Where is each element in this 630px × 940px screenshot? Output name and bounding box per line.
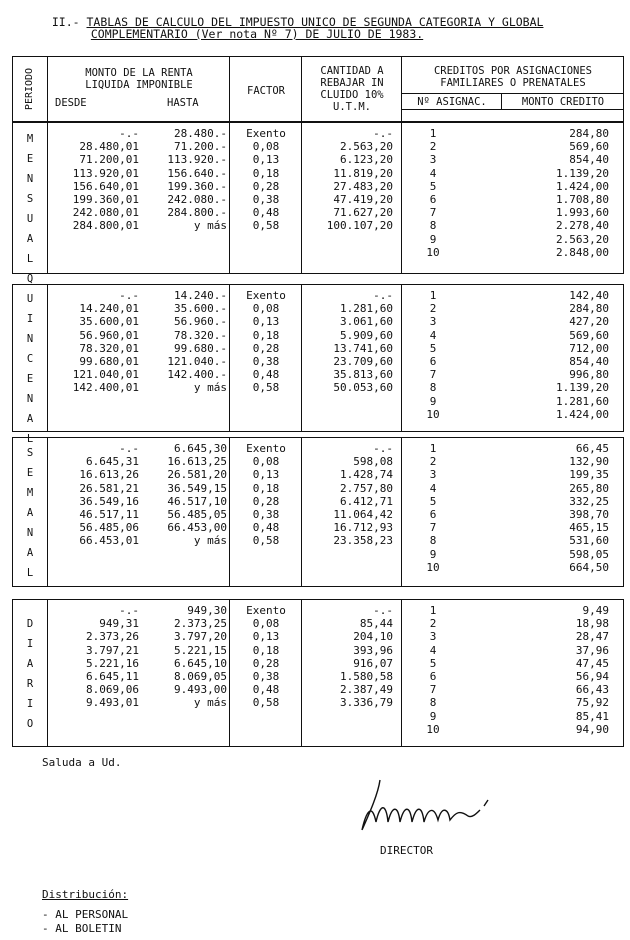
cell-hasta: 14.240.- [174,289,227,302]
title-prefix: II.- [51,15,80,29]
cell-desde: 16.613,26 [79,468,139,482]
cell-hasta: 99.680.- [174,341,227,355]
cell-desde: -.- [119,604,139,617]
section-label: QUINCENAL [26,273,34,445]
cell-desde: 949,31 [99,617,139,631]
header-factor: FACTOR [247,85,285,97]
table-header [12,56,624,122]
cell-num-asig: 4 [429,643,437,657]
cell-num-asig: 6 [429,508,437,521]
cell-desde: 156.640,01 [72,179,139,193]
cell-monto-credito: 265,80 [569,481,609,495]
cell-desde: 3.797,21 [86,643,139,657]
cell-rebaja: 50.053,60 [333,381,393,395]
distribucion-item-2: - AL BOLETIN [42,922,122,935]
cell-rebaja: 1.428,74 [340,468,393,482]
cell-desde: 14.240,01 [79,302,139,316]
cell-monto-credito: 598,05 [569,547,609,561]
section-label: DIARIO [26,618,34,730]
cell-desde: 56.485,06 [79,521,139,535]
cell-monto-credito: 2.563,20 [556,232,609,246]
cell-num-asig: 8 [429,534,437,548]
cell-hasta: 78.320.- [174,328,227,342]
cell-rebaja: 11.819,20 [333,166,393,180]
cell-monto-credito: 531,60 [569,534,609,548]
cell-rebaja: 27.483,20 [333,179,393,193]
cell-hasta: 36.549,15 [167,481,227,495]
header-cantidad: CANTIDAD A REBAJAR IN CLUIDO 10% U.T.M. [320,65,384,113]
cell-rebaja: 100.107,20 [326,219,393,233]
cell-rebaja: -.- [373,604,393,617]
cell-rebaja: 6.123,20 [340,153,393,167]
cell-monto-credito: 28,47 [575,630,609,644]
section-label: MENSUAL [26,133,34,265]
cell-hasta: 26.581,20 [167,468,227,482]
section-quincenal [12,273,624,445]
cell-factor: 0,28 [252,656,280,670]
cell-factor: 0,48 [252,206,280,220]
cell-rebaja: 916,07 [353,656,393,670]
cell-num-asig: 5 [429,179,437,193]
cell-monto-credito: 142,40 [569,289,609,302]
cell-num-asig: 6 [429,355,437,368]
cell-desde: 36.549,16 [79,494,139,508]
cell-monto-credito: 569,60 [569,140,609,154]
cell-hasta: 71.200.- [174,140,227,154]
cell-num-asig: 7 [429,683,437,697]
cell-factor: 0,58 [252,534,280,548]
cell-rebaja: 23.709,60 [333,355,393,368]
cell-monto-credito: 199,35 [569,468,609,482]
cell-rebaja: 1.580,58 [340,670,393,683]
cell-monto-credito: 427,20 [569,315,609,329]
cell-factor: 0,58 [252,381,280,395]
cell-factor: 0,38 [252,670,280,683]
cell-factor: 0,28 [252,494,280,508]
section-diario [12,599,624,747]
cell-num-asig: 5 [429,494,437,508]
cell-num-asig: 7 [429,206,437,220]
cell-num-asig: 3 [429,630,437,644]
header-monto-2: LIQUIDA IMPONIBLE [85,79,193,91]
cell-num-asig: 1 [429,289,437,302]
cell-num-asig: 5 [429,656,437,670]
cell-monto-credito: 56,94 [575,670,609,683]
cell-hasta: 199.360.- [167,179,227,193]
cell-monto-credito: 2.848,00 [556,245,609,259]
cell-hasta: 284.800.- [167,206,227,220]
title-line-1: TABLAS DE CALCULO DEL IMPUESTO UNICO DE SEGUNDA CATEGORIA Y GLOBAL [86,15,544,29]
cell-desde: -.- [119,289,139,302]
cell-monto-credito: 1.139,20 [556,381,609,395]
cell-rebaja: 393,96 [353,643,393,657]
cell-num-asig: 9 [429,547,437,561]
distribucion-label: Distribución: [42,888,129,901]
cell-num-asig: 4 [429,166,437,180]
header-monto-1: MONTO DE LA RENTA [85,67,193,79]
cell-desde: 99.680,01 [79,355,139,368]
cell-factor: 0,38 [252,508,280,521]
cell-desde: 284.800,01 [72,219,139,233]
cell-rebaja: 11.064,42 [333,508,393,521]
cell-monto-credito: 398,70 [569,508,609,521]
cell-desde: 9.493,01 [86,696,139,710]
cell-monto-credito: 712,00 [569,341,609,355]
header-desde: DESDE [55,97,87,109]
cell-factor: 0,18 [252,643,280,657]
cell-desde: 142.400,01 [72,381,139,395]
cell-hasta: 156.640.- [167,166,227,180]
cell-hasta: 949,30 [187,604,227,617]
cell-factor: 0,18 [252,166,280,180]
cell-monto-credito: 66,45 [575,442,609,455]
cell-hasta: 242.080.- [167,193,227,206]
cell-hasta: 9.493,00 [174,683,227,697]
cell-desde: 2.373,26 [86,630,139,644]
cell-desde: 5.221,16 [86,656,139,670]
cell-hasta: 46.517,10 [167,494,227,508]
cell-factor: Exento [246,289,286,302]
cell-factor: 0,08 [252,140,280,154]
cell-factor: 0,13 [252,630,280,644]
cell-monto-credito: 66,43 [575,683,609,697]
cell-factor: 0,18 [252,481,280,495]
cell-num-asig: 1 [429,604,437,617]
cell-hasta: 56.485,05 [167,508,227,521]
cell-num-asig: 3 [429,468,437,482]
cell-desde: 28.480,01 [79,140,139,154]
cell-num-asig: 7 [429,521,437,535]
cell-factor: Exento [246,604,286,617]
cell-hasta: 6.645,10 [174,656,227,670]
cell-desde: 78.320,01 [79,341,139,355]
cell-num-asig: 2 [429,455,437,469]
cell-desde: 56.960,01 [79,328,139,342]
cell-factor: 0,13 [252,468,280,482]
cell-factor: 0,28 [252,341,280,355]
cell-monto-credito: 37,96 [575,643,609,657]
cell-rebaja: 16.712,93 [333,521,393,535]
cell-factor: 0,38 [252,355,280,368]
cell-factor: 0,18 [252,328,280,342]
cell-monto-credito: 332,25 [569,494,609,508]
cell-rebaja: -.- [373,442,393,455]
cell-monto-credito: 854,40 [569,153,609,167]
cell-desde: 8.069,06 [86,683,139,697]
cell-hasta: 66.453,00 [167,521,227,535]
cell-hasta: 142.400.- [167,368,227,382]
cell-hasta: 56.960.- [174,315,227,329]
cell-rebaja: 3.336,79 [340,696,393,710]
title-line-2: COMPLEMENTARIO (Ver nota Nº 7) DE JULIO DE 1983. [90,27,424,41]
cell-rebaja: -.- [373,127,393,140]
saluda-text: Saluda a Ud. [42,756,122,769]
cell-factor: 0,58 [252,219,280,233]
header-hasta: HASTA [167,97,199,109]
cell-desde: 6.645,31 [86,455,139,469]
section-label: SEMANAL [26,447,34,579]
cell-rebaja: 5.909,60 [340,328,393,342]
cell-hasta: 6.645,30 [174,442,227,455]
cell-factor: 0,48 [252,368,280,382]
cell-factor: 0,58 [252,696,280,710]
cell-num-asig: 10 [426,407,440,421]
header-num-asig: Nº ASIGNAC. [417,96,487,108]
cell-hasta: 28.480.- [174,127,227,140]
cell-monto-credito: 1.708,80 [556,193,609,206]
cell-hasta: y más [193,696,227,710]
cell-monto-credito: 2.278,40 [556,219,609,233]
cell-hasta: 121.040.- [167,355,227,368]
cell-rebaja: 35.813,60 [333,368,393,382]
cell-rebaja: 3.061,60 [340,315,393,329]
cell-hasta: y más [193,534,227,548]
cell-desde: 26.581,21 [79,481,139,495]
cell-desde: 6.645,11 [86,670,139,683]
cell-rebaja: 2.757,80 [340,481,393,495]
cell-monto-credito: 854,40 [569,355,609,368]
header-periodo: PERIODO [24,67,35,111]
cell-monto-credito: 18,98 [575,617,609,631]
cell-num-asig: 10 [426,245,440,259]
cell-hasta: y más [193,219,227,233]
cell-monto-credito: 1.281,60 [556,394,609,408]
cell-monto-credito: 1.139,20 [556,166,609,180]
cell-factor: 0,48 [252,683,280,697]
section-mensual [12,122,624,274]
cell-monto-credito: 284,80 [569,127,609,140]
cell-num-asig: 3 [429,153,437,167]
cell-monto-credito: 1.424,00 [556,407,609,421]
cell-factor: 0,13 [252,153,280,167]
cell-num-asig: 9 [429,709,437,723]
cell-factor: 0,38 [252,193,280,206]
cell-desde: 71.200,01 [79,153,139,167]
distribucion-item-1: - AL PERSONAL [42,908,129,921]
cell-monto-credito: 75,92 [575,696,609,710]
cell-hasta: 5.221,15 [174,643,227,657]
cell-monto-credito: 465,15 [569,521,609,535]
section-semanal [12,437,624,587]
cell-num-asig: 10 [426,722,440,736]
cell-desde: 35.600,01 [79,315,139,329]
cell-desde: -.- [119,127,139,140]
cell-desde: 121.040,01 [72,368,139,382]
cell-num-asig: 9 [429,394,437,408]
cell-rebaja: 598,08 [353,455,393,469]
cell-monto-credito: 996,80 [569,368,609,382]
cell-monto-credito: 569,60 [569,328,609,342]
cell-factor: 0,28 [252,179,280,193]
cell-rebaja: 1.281,60 [340,302,393,316]
cell-factor: 0,13 [252,315,280,329]
cell-desde: 113.920,01 [72,166,139,180]
cell-factor: 0,08 [252,302,280,316]
cell-num-asig: 5 [429,341,437,355]
cell-monto-credito: 85,41 [575,709,609,723]
cell-num-asig: 1 [429,127,437,140]
cell-num-asig: 7 [429,368,437,382]
cell-rebaja: 13.741,60 [333,341,393,355]
header-creditos: CREDITOS POR ASIGNACIONES FAMILIARES O PRENATALES [433,65,593,89]
cell-hasta: 35.600.- [174,302,227,316]
cell-desde: 46.517,11 [79,508,139,521]
cell-hasta: 113.920.- [167,153,227,167]
cell-factor: 0,08 [252,455,280,469]
cell-factor: Exento [246,127,286,140]
cell-num-asig: 9 [429,232,437,246]
cell-num-asig: 4 [429,328,437,342]
director-signature [352,772,502,842]
cell-desde: 199.360,01 [72,193,139,206]
cell-num-asig: 8 [429,696,437,710]
cell-rebaja: 204,10 [353,630,393,644]
cell-rebaja: 6.412,71 [340,494,393,508]
cell-monto-credito: 664,50 [569,560,609,574]
cell-hasta: 8.069,05 [174,670,227,683]
cell-monto-credito: 284,80 [569,302,609,316]
cell-factor: 0,08 [252,617,280,631]
cell-monto-credito: 47,45 [575,656,609,670]
cell-desde: 66.453,01 [79,534,139,548]
cell-rebaja: -.- [373,289,393,302]
cell-rebaja: 47.419,20 [333,193,393,206]
cell-desde: -.- [119,442,139,455]
cell-hasta: 16.613,25 [167,455,227,469]
cell-num-asig: 6 [429,193,437,206]
director-label: DIRECTOR [380,844,433,857]
header-monto-credito: MONTO CREDITO [521,96,605,108]
cell-num-asig: 8 [429,381,437,395]
cell-factor: 0,48 [252,521,280,535]
cell-monto-credito: 94,90 [575,722,609,736]
cell-num-asig: 2 [429,617,437,631]
cell-num-asig: 1 [429,442,437,455]
cell-hasta: y más [193,381,227,395]
cell-monto-credito: 1.993,60 [556,206,609,220]
cell-num-asig: 3 [429,315,437,329]
cell-num-asig: 6 [429,670,437,683]
cell-num-asig: 10 [426,560,440,574]
cell-factor: Exento [246,442,286,455]
cell-rebaja: 85,44 [359,617,393,631]
cell-hasta: 2.373,25 [174,617,227,631]
cell-monto-credito: 132,90 [569,455,609,469]
cell-num-asig: 2 [429,140,437,154]
cell-rebaja: 2.563,20 [340,140,393,154]
cell-desde: 242.080,01 [72,206,139,220]
cell-rebaja: 23.358,23 [333,534,393,548]
cell-monto-credito: 9,49 [582,604,609,617]
cell-num-asig: 4 [429,481,437,495]
cell-rebaja: 2.387,49 [340,683,393,697]
cell-monto-credito: 1.424,00 [556,179,609,193]
cell-num-asig: 8 [429,219,437,233]
cell-rebaja: 71.627,20 [333,206,393,220]
cell-num-asig: 2 [429,302,437,316]
cell-hasta: 3.797,20 [174,630,227,644]
title-line-2-wrap [77,16,423,40]
